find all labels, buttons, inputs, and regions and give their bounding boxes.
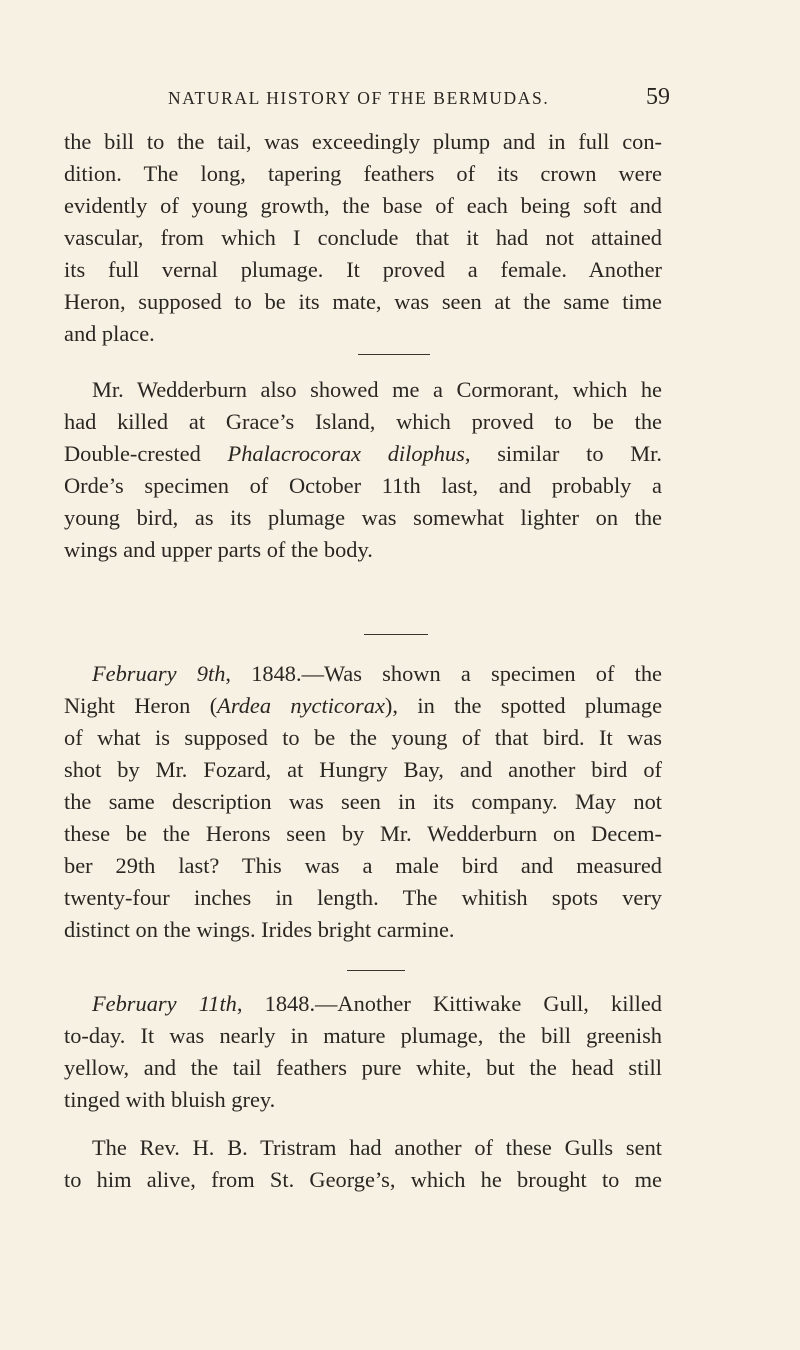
text-line: Heron, supposed to be its mate, was seen at the same time [64, 289, 662, 314]
text-line: shot by Mr. Fozard, at Hungry Bay, and another bird of [64, 757, 662, 782]
text-line: twenty-four inches in length. The whitish spots very [64, 885, 662, 910]
running-title: NATURAL HISTORY OF THE BERMUDAS. [168, 88, 550, 108]
text-line: to-day. It was nearly in mature plumage, the bill greenish [64, 1023, 662, 1048]
text-line: of what is supposed to be the young of that bird. It was [64, 725, 662, 750]
text-line: vascular, from which I conclude that it had not attained [64, 225, 662, 250]
paragraph-5 [64, 1132, 662, 1196]
text-line: young bird, as its plumage was somewhat lighter on the [64, 505, 662, 530]
date-italic: February 11th [92, 991, 237, 1016]
section-divider [364, 634, 428, 635]
text-line: the bill to the tail, was exceedingly plump and in full con- [64, 129, 662, 154]
running-head [130, 84, 670, 114]
text-fragment: , 1848.—Another Kittiwake Gull, killed [236, 991, 662, 1016]
text-line: these be the Herons seen by Mr. Wedderburn on Decem- [64, 821, 662, 846]
text-fragment: , similar to Mr. [464, 441, 662, 466]
text-line: its full vernal plumage. It proved a female. Another [64, 257, 662, 282]
text-line: the same description was seen in its company. May not [64, 789, 662, 814]
text-line: Mr. Wedderburn also showed me a Cormorant, which he [92, 377, 662, 402]
text-line-with-italic [64, 658, 662, 690]
text-line: distinct on the wings. Irides bright carmine. [64, 917, 455, 942]
species-name-italic: Phalacrocorax dilophus [227, 441, 465, 466]
text-line: evidently of young growth, the base of each being soft and [64, 193, 662, 218]
section-divider [347, 970, 405, 971]
paragraph-3 [64, 658, 662, 946]
text-line: The Rev. H. B. Tristram had another of these Gulls sent [92, 1135, 662, 1160]
date-italic: February 9th [92, 661, 226, 686]
species-name-italic: Ardea nycticorax [217, 693, 385, 718]
text-line: ber 29th last? This was a male bird and measured [64, 853, 662, 878]
text-line: yellow, and the tail feathers pure white, but the head still [64, 1055, 662, 1080]
paragraph-2 [64, 374, 662, 566]
section-divider [358, 354, 430, 355]
text-fragment: Night Heron ( [64, 693, 218, 718]
text-line: dition. The long, tapering feathers of its crown were [64, 161, 662, 186]
text-line: and place. [64, 321, 155, 346]
text-fragment: , 1848.—Was shown a specimen of the [225, 661, 662, 686]
text-line-with-italic [64, 690, 662, 722]
text-fragment: Double-crested [64, 441, 228, 466]
text-fragment: ), in the spotted plumage [384, 693, 663, 718]
text-line-with-italic [64, 988, 662, 1020]
paragraph-4 [64, 988, 662, 1116]
text-line: wings and upper parts of the body. [64, 537, 373, 562]
text-line: tinged with bluish grey. [64, 1087, 276, 1112]
text-line: had killed at Grace’s Island, which proved to be the [64, 409, 662, 434]
page-number: 59 [646, 84, 670, 110]
text-line: to him alive, from St. George’s, which he brought to me [64, 1167, 662, 1192]
paragraph-1 [64, 126, 662, 350]
text-line-with-italic [64, 438, 662, 470]
text-line: Orde’s specimen of October 11th last, and probably a [64, 473, 662, 498]
